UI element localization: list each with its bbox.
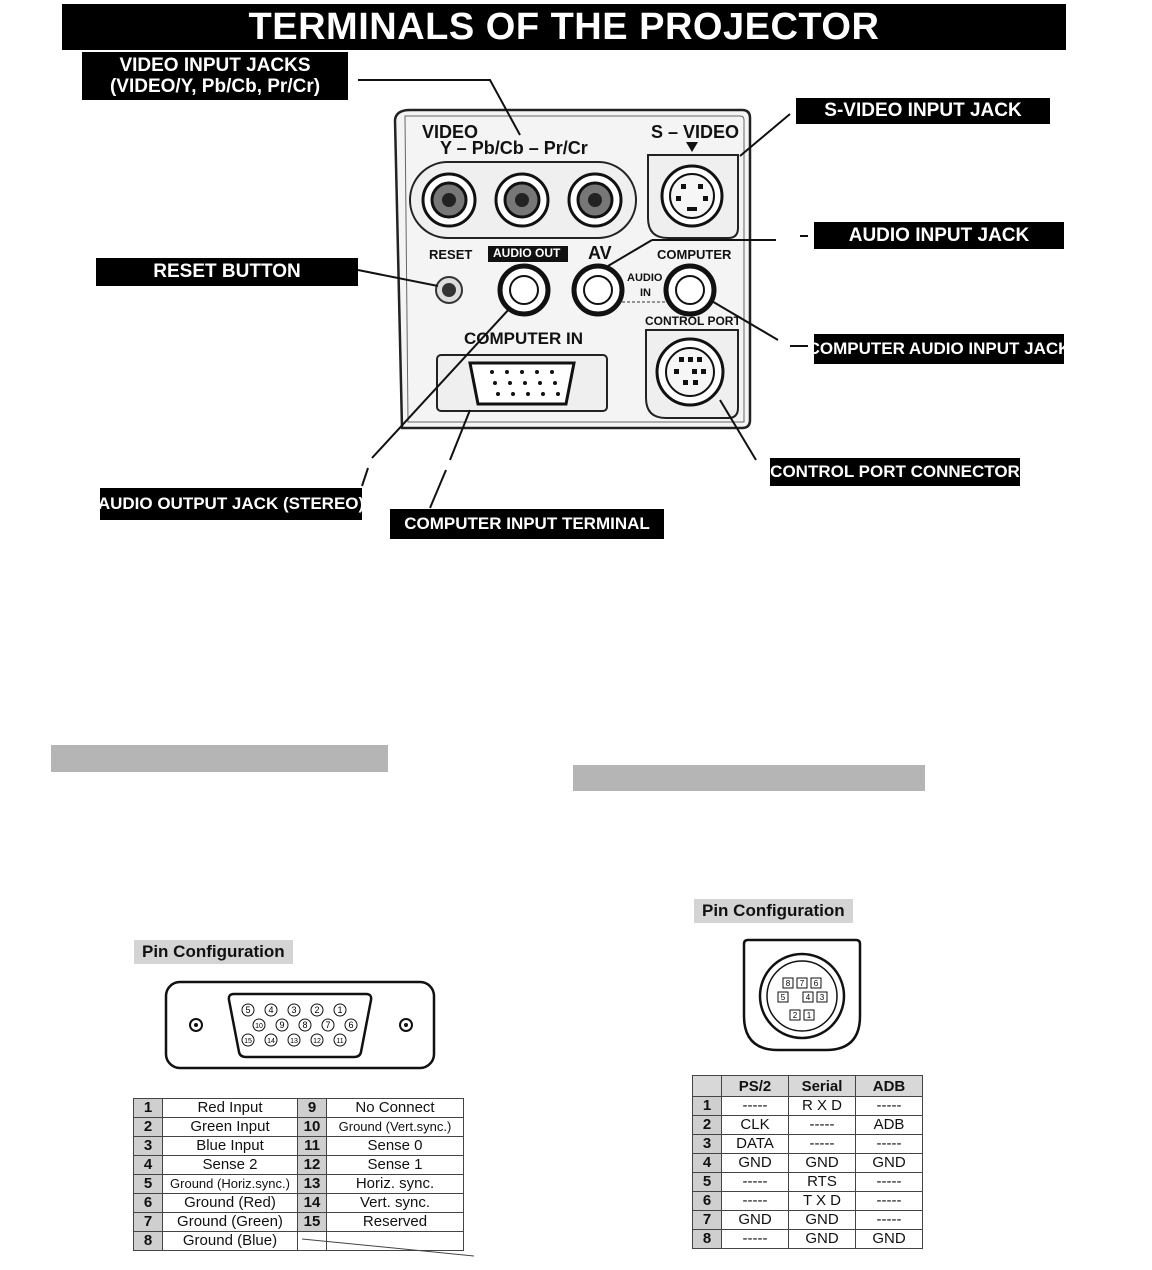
callout-audio-input-jack: AUDIO INPUT JACK <box>814 222 1064 249</box>
pin-number: 6 <box>693 1192 722 1211</box>
control-table-header-serial: Serial <box>789 1076 856 1097</box>
pin-number: 13 <box>298 1175 327 1194</box>
din-pin-number: 1 <box>806 1011 812 1020</box>
pin-number: 12 <box>298 1156 327 1175</box>
pin-signal: Sense 2 <box>163 1156 298 1175</box>
ps2-signal: ----- <box>722 1173 789 1192</box>
pin-number: 5 <box>693 1173 722 1192</box>
dsub-pin-number: 15 <box>244 1038 252 1045</box>
pin-number: 4 <box>693 1154 722 1173</box>
callout-audio-output-jack: AUDIO OUTPUT JACK (STEREO) <box>100 488 362 520</box>
callout-computer-audio-input-jack: COMPUTER AUDIO INPUT JACK <box>814 334 1064 364</box>
table-row <box>134 1213 464 1232</box>
ps2-signal: DATA <box>722 1135 789 1154</box>
dsub-pin-number: 14 <box>267 1038 275 1045</box>
pin-signal: Sense 0 <box>327 1137 464 1156</box>
callout-video-line1: VIDEO INPUT JACKS <box>119 55 311 76</box>
din-pin-number: 6 <box>813 979 819 988</box>
pin-signal: Ground (Blue) <box>163 1232 298 1251</box>
pin-number: 11 <box>298 1137 327 1156</box>
pin-number: 4 <box>134 1156 163 1175</box>
din-pin-number: 8 <box>785 979 791 988</box>
table-row <box>134 1099 464 1118</box>
pin-configuration-label-left: Pin Configuration <box>134 940 293 964</box>
adb-signal: ----- <box>856 1173 923 1192</box>
ps2-signal: ----- <box>722 1097 789 1116</box>
callout-computer-input-terminal: COMPUTER INPUT TERMINAL <box>390 509 664 539</box>
table-row <box>693 1154 923 1173</box>
table-row <box>134 1194 464 1213</box>
serial-signal: R X D <box>789 1097 856 1116</box>
pin-number: 7 <box>693 1211 722 1230</box>
page-title: TERMINALS OF THE PROJECTOR <box>62 4 1066 50</box>
control-table-header-ps2: PS/2 <box>722 1076 789 1097</box>
dsub-pin-number: 5 <box>245 1005 251 1015</box>
table-row <box>134 1118 464 1137</box>
pin-number: 7 <box>134 1213 163 1232</box>
table-row <box>693 1097 923 1116</box>
adb-signal: ----- <box>856 1192 923 1211</box>
control-port-pin-table <box>692 1075 923 1249</box>
adb-signal: ----- <box>856 1097 923 1116</box>
callout-video-input-jacks <box>82 52 348 100</box>
din-pin-number: 5 <box>780 993 786 1002</box>
panel-label-svideo: S – VIDEO <box>651 122 740 142</box>
table-row <box>693 1230 923 1249</box>
table-row <box>134 1137 464 1156</box>
table-row <box>693 1211 923 1230</box>
serial-signal: RTS <box>789 1173 856 1192</box>
panel-label-computer: COMPUTER <box>657 247 732 262</box>
table-row <box>134 1156 464 1175</box>
pin-signal: No Connect <box>327 1099 464 1118</box>
ps2-signal: GND <box>722 1211 789 1230</box>
table-row <box>693 1116 923 1135</box>
pin-number: 6 <box>134 1194 163 1213</box>
computer-audio-jack <box>666 266 714 314</box>
dsub-pin-number: 10 <box>255 1023 263 1030</box>
control-table-header-adb: ADB <box>856 1076 923 1097</box>
table-row <box>134 1175 464 1194</box>
pin-number: 2 <box>693 1116 722 1135</box>
pin-number: 9 <box>298 1099 327 1118</box>
computer-in-connector <box>470 363 574 404</box>
adb-signal: GND <box>856 1154 923 1173</box>
din-pin-number: 3 <box>819 993 825 1002</box>
vga-table-empty-cell-slash <box>302 1237 474 1257</box>
pin-signal: Ground (Green) <box>163 1213 298 1232</box>
adb-signal: GND <box>856 1230 923 1249</box>
video-y-jack <box>423 174 475 226</box>
dsub-pin-number: 9 <box>279 1020 285 1030</box>
pr-cr-jack <box>569 174 621 226</box>
adb-signal: ----- <box>856 1211 923 1230</box>
control-table-corner <box>693 1076 722 1097</box>
pin-number: 1 <box>693 1097 722 1116</box>
dsub-pin-number: 4 <box>268 1005 274 1015</box>
panel-label-video: VIDEO <box>422 122 479 142</box>
mini-din-pin-diagram <box>738 936 868 1056</box>
callout-control-port-connector: CONTROL PORT CONNECTOR <box>770 458 1020 486</box>
pin-number: 3 <box>134 1137 163 1156</box>
panel-label-y-pb-pr: Y – Pb/Cb – Pr/Cr <box>440 138 588 158</box>
av-audio-jack <box>574 266 622 314</box>
pin-signal: Horiz. sync. <box>327 1175 464 1194</box>
pin-number: 5 <box>134 1175 163 1194</box>
audio-out-jack <box>500 266 548 314</box>
dsub-pin-number: 2 <box>314 1005 320 1015</box>
pb-cb-jack <box>496 174 548 226</box>
pin-number: 10 <box>298 1118 327 1137</box>
svideo-jack <box>662 166 722 226</box>
panel-label-audio-out: AUDIO OUT <box>493 246 561 260</box>
ps2-signal: CLK <box>722 1116 789 1135</box>
dsub-pin-number: 6 <box>348 1020 354 1030</box>
section-header-bar-right <box>573 765 925 791</box>
table-row <box>693 1173 923 1192</box>
pin-number: 8 <box>134 1232 163 1251</box>
control-port-jack <box>657 339 723 405</box>
serial-signal: GND <box>789 1230 856 1249</box>
pin-number: 15 <box>298 1213 327 1232</box>
pin-signal: Vert. sync. <box>327 1194 464 1213</box>
pin-signal: Reserved <box>327 1213 464 1232</box>
dsub-pin-number: 12 <box>313 1038 321 1045</box>
dsub-pin-number: 1 <box>337 1005 343 1015</box>
pin-number: 3 <box>693 1135 722 1154</box>
din-pin-number: 7 <box>799 979 805 988</box>
pin-signal: Ground (Red) <box>163 1194 298 1213</box>
serial-signal: GND <box>789 1154 856 1173</box>
din-pin-number: 2 <box>792 1011 798 1020</box>
pin-number: 14 <box>298 1194 327 1213</box>
pin-configuration-label-right: Pin Configuration <box>694 899 853 923</box>
din-pin-number: 4 <box>805 993 811 1002</box>
adb-signal: ----- <box>856 1135 923 1154</box>
adb-signal: ADB <box>856 1116 923 1135</box>
section-header-bar-left <box>51 745 388 772</box>
pin-signal: Sense 1 <box>327 1156 464 1175</box>
table-row <box>693 1192 923 1211</box>
reset-button <box>436 277 462 303</box>
ps2-signal: GND <box>722 1154 789 1173</box>
dsub-pin-number: 13 <box>290 1038 298 1045</box>
pin-signal: Ground (Horiz.sync.) <box>163 1175 298 1194</box>
panel-label-reset: RESET <box>429 247 473 262</box>
pin-signal: Green Input <box>163 1118 298 1137</box>
vga-pin-table <box>133 1098 464 1251</box>
pin-number: 2 <box>134 1118 163 1137</box>
callout-svideo-input-jack: S-VIDEO INPUT JACK <box>796 98 1050 124</box>
panel-label-audio: AUDIO <box>627 272 663 284</box>
dsub-pin-number: 3 <box>291 1005 297 1015</box>
pin-number: 8 <box>693 1230 722 1249</box>
callout-reset-button: RESET BUTTON <box>96 258 358 286</box>
ps2-signal: ----- <box>722 1230 789 1249</box>
panel-label-av: AV <box>588 243 612 263</box>
serial-signal: T X D <box>789 1192 856 1211</box>
panel-label-control-port: CONTROL PORT <box>645 314 741 328</box>
pin-signal: Red Input <box>163 1099 298 1118</box>
table-row <box>693 1135 923 1154</box>
callout-video-line2: (VIDEO/Y, Pb/Cb, Pr/Cr) <box>109 76 321 97</box>
serial-signal: GND <box>789 1211 856 1230</box>
panel-label-computer-in: COMPUTER IN <box>464 329 583 348</box>
dsub-pin-number: 8 <box>302 1020 308 1030</box>
serial-signal: ----- <box>789 1135 856 1154</box>
dsub-pin-number: 11 <box>336 1038 344 1045</box>
pin-signal: Ground (Vert.sync.) <box>327 1118 464 1137</box>
serial-signal: ----- <box>789 1116 856 1135</box>
pin-number: 1 <box>134 1099 163 1118</box>
ps2-signal: ----- <box>722 1192 789 1211</box>
panel-label-in: IN <box>640 287 651 299</box>
pin-signal: Blue Input <box>163 1137 298 1156</box>
dsub-pin-number: 7 <box>325 1020 331 1030</box>
dsub-pin-diagram <box>162 978 442 1078</box>
